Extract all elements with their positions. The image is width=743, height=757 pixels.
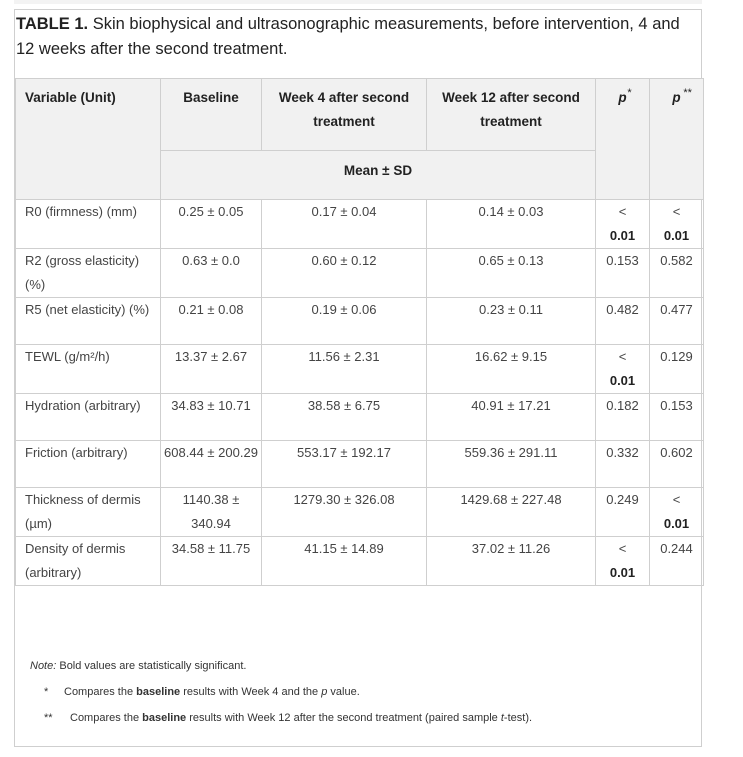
table-row — [16, 200, 704, 249]
footnote-star1-text-b: baseline — [136, 686, 181, 698]
table-caption — [16, 12, 696, 62]
footnote-star2 — [44, 712, 532, 724]
cell-p2: 0.582 — [650, 249, 704, 298]
cell-week4: 0.17 ± 0.04 — [262, 200, 427, 249]
cell-week4: 0.60 ± 0.12 — [262, 249, 427, 298]
header-p1-star: * — [627, 87, 632, 99]
cell-p1: 0.482 — [596, 298, 650, 345]
footnote-star2-text-c: results with Week 12 after the second treatment (paired sample — [186, 712, 501, 724]
table-figure — [14, 9, 702, 747]
footnote-star1-marker: * — [44, 686, 49, 698]
table-row — [16, 441, 704, 488]
cell-week12: 40.91 ± 17.21 — [427, 394, 596, 441]
cell-p2-value: 0.01 — [663, 228, 690, 243]
header-week4: Week 4 after second treatment — [262, 79, 427, 151]
cell-variable: Density of dermis (arbitrary) — [16, 537, 161, 586]
cell-p2: 0.477 — [650, 298, 704, 345]
cell-baseline: 608.44 ± 200.29 — [161, 441, 262, 488]
cell-baseline: 34.83 ± 10.71 — [161, 394, 262, 441]
cell-p2: 0.153 — [650, 394, 704, 441]
header-p2-star: ** — [683, 87, 692, 99]
cell-week12: 1429.68 ± 227.48 — [427, 488, 596, 537]
cell-p1-lt: < — [618, 541, 627, 556]
cell-p2-lt: < — [672, 492, 681, 507]
cell-p1: 0.332 — [596, 441, 650, 488]
note-line — [30, 660, 246, 672]
header-variable: Variable (Unit) — [16, 79, 161, 200]
footnote-star1 — [44, 686, 360, 698]
cell-p1-value: 0.01 — [609, 565, 636, 580]
caption-text: Skin biophysical and ultrasonographic measurements, before intervention, 4 and 12 weeks after the second treatment. — [16, 15, 680, 58]
note-text: Bold values are statistically significant. — [56, 660, 247, 672]
cell-p2: 0.129 — [650, 345, 704, 394]
table-row — [16, 488, 704, 537]
footnote-star1-text-e: value. — [327, 686, 360, 698]
cell-p1: 0.182 — [596, 394, 650, 441]
cell-baseline: 0.21 ± 0.08 — [161, 298, 262, 345]
table-row — [16, 345, 704, 394]
cell-p2-lt: < — [672, 204, 681, 219]
footnote-star2-text-b: baseline — [142, 712, 187, 724]
cell-p2-value: 0.01 — [663, 516, 690, 531]
cell-week4: 1279.30 ± 326.08 — [262, 488, 427, 537]
cell-p1-lt: < — [618, 204, 627, 219]
cell-variable: Hydration (arbitrary) — [16, 394, 161, 441]
cell-week12: 37.02 ± 11.26 — [427, 537, 596, 586]
cell-variable: R5 (net elasticity) (%) — [16, 298, 161, 345]
cell-variable: Thickness of dermis (µm) — [16, 488, 161, 537]
cell-p1 — [596, 200, 650, 249]
footnote-star1-text-a: Compares the — [64, 686, 137, 698]
header-p1 — [596, 79, 650, 200]
cell-p2 — [650, 488, 704, 537]
measurements-table — [15, 78, 704, 586]
table-row — [16, 249, 704, 298]
cell-week12: 0.65 ± 0.13 — [427, 249, 596, 298]
cell-week4: 11.56 ± 2.31 — [262, 345, 427, 394]
cell-p1-lt: < — [618, 349, 627, 364]
cell-p1-value: 0.01 — [609, 373, 636, 388]
footnote-star2-text-a: Compares the — [70, 712, 143, 724]
cell-week12: 559.36 ± 291.11 — [427, 441, 596, 488]
cell-p1-value: 0.01 — [609, 228, 636, 243]
cell-p1 — [596, 537, 650, 586]
cell-week4: 38.58 ± 6.75 — [262, 394, 427, 441]
cell-baseline: 0.63 ± 0.0 — [161, 249, 262, 298]
footnote-star2-text-d: t — [500, 712, 504, 724]
footnote-star2-marker: ** — [44, 712, 53, 724]
page-top-border — [14, 0, 702, 4]
footnote-star2-text-e: -test). — [503, 712, 533, 724]
footnote-star1-text-c: results with Week 4 and the — [180, 686, 322, 698]
footnote-star1-text-d: p — [321, 686, 328, 698]
cell-baseline: 0.25 ± 0.05 — [161, 200, 262, 249]
cell-week12: 0.23 ± 0.11 — [427, 298, 596, 345]
table-row — [16, 298, 704, 345]
cell-variable: Friction (arbitrary) — [16, 441, 161, 488]
cell-p2 — [650, 200, 704, 249]
header-p1-letter: p — [618, 90, 627, 105]
cell-baseline: 34.58 ± 11.75 — [161, 537, 262, 586]
cell-p1 — [596, 345, 650, 394]
cell-p2: 0.602 — [650, 441, 704, 488]
note-label: Note: — [30, 660, 57, 672]
header-p2-letter: p — [672, 90, 681, 105]
header-week12: Week 12 after second treatment — [427, 79, 596, 151]
caption-label: TABLE 1. — [16, 15, 89, 33]
cell-week4: 553.17 ± 192.17 — [262, 441, 427, 488]
cell-p2: 0.244 — [650, 537, 704, 586]
table-row — [16, 394, 704, 441]
cell-week12: 0.14 ± 0.03 — [427, 200, 596, 249]
cell-variable: R0 (firmness) (mm) — [16, 200, 161, 249]
cell-baseline: 1140.38 ± 340.94 — [161, 488, 262, 537]
cell-baseline: 13.37 ± 2.67 — [161, 345, 262, 394]
cell-p1: 0.249 — [596, 488, 650, 537]
cell-variable: R2 (gross elasticity) (%) — [16, 249, 161, 298]
header-mean-sd: Mean ± SD — [161, 151, 596, 200]
header-baseline: Baseline — [161, 79, 262, 151]
cell-week4: 0.19 ± 0.06 — [262, 298, 427, 345]
header-p2 — [650, 79, 704, 200]
cell-week4: 41.15 ± 14.89 — [262, 537, 427, 586]
cell-variable: TEWL (g/m²/h) — [16, 345, 161, 394]
cell-p1: 0.153 — [596, 249, 650, 298]
table-row — [16, 537, 704, 586]
cell-week12: 16.62 ± 9.15 — [427, 345, 596, 394]
